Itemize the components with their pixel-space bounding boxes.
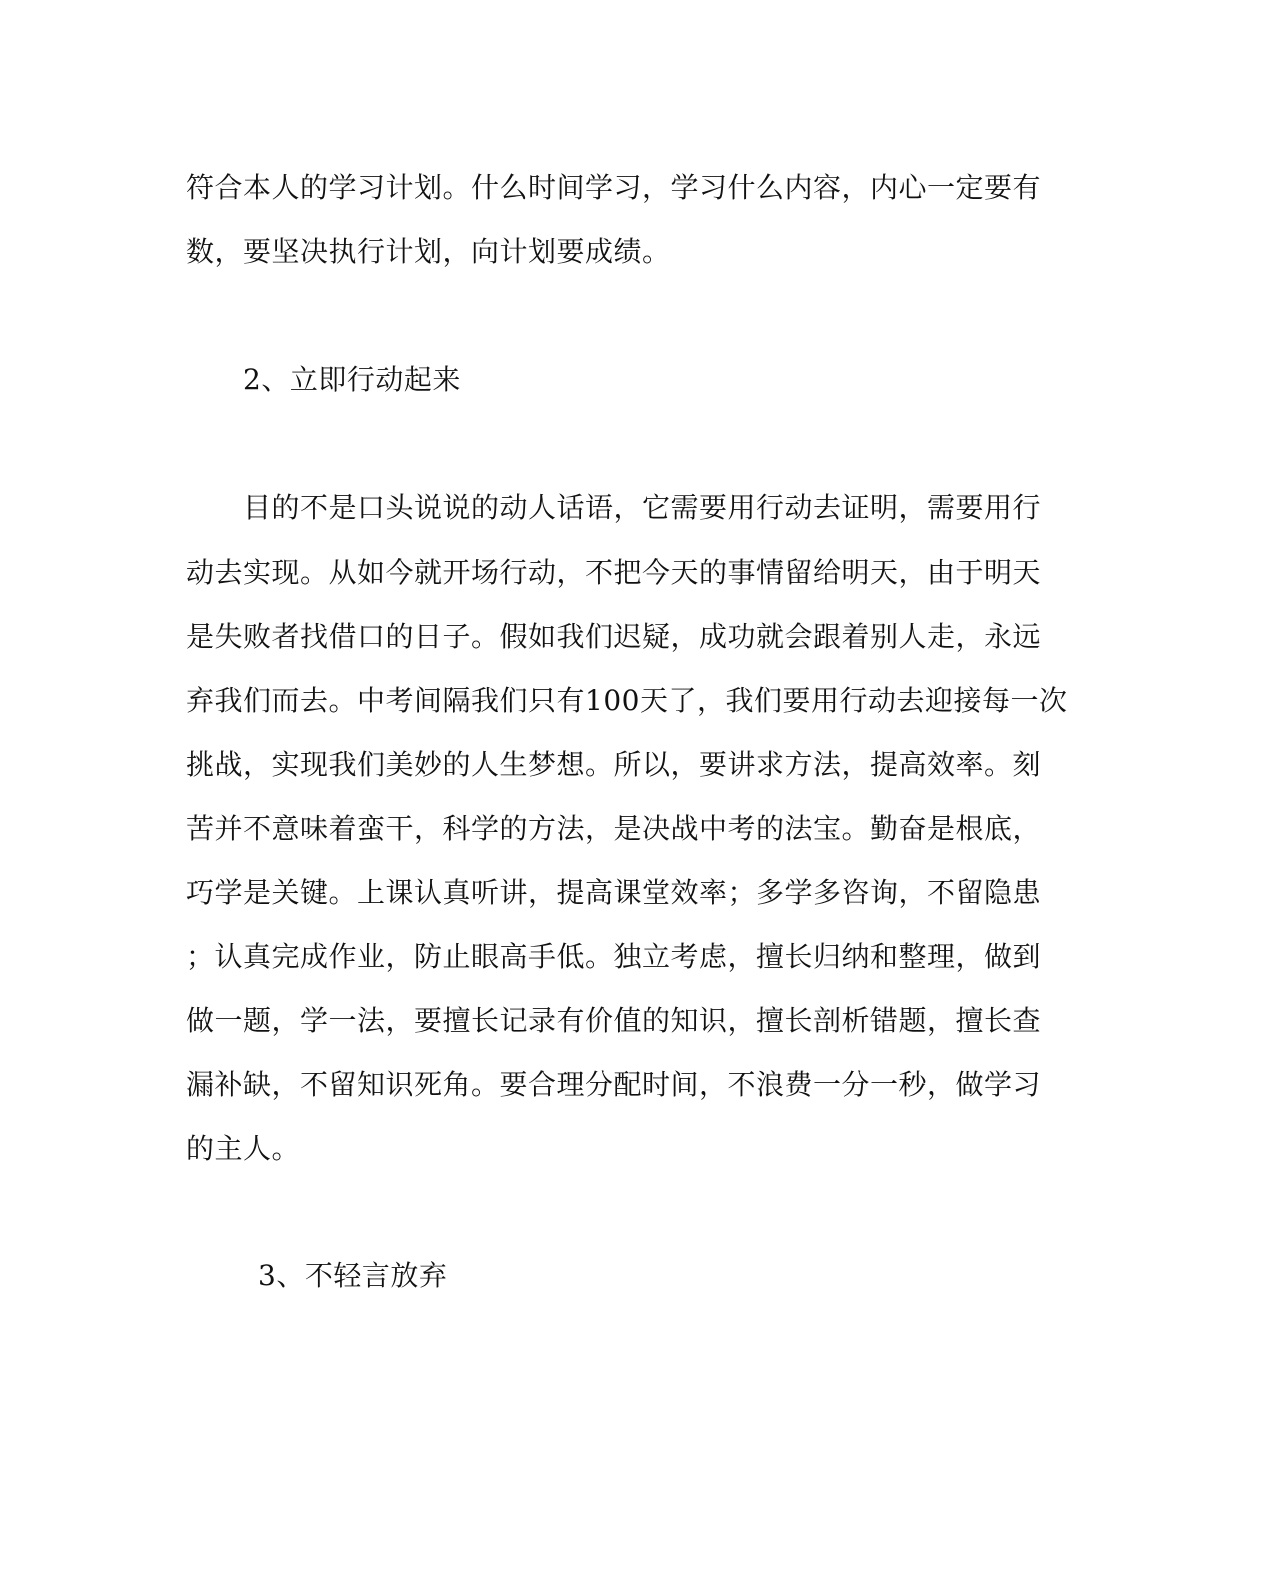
- paragraph-line: 弃我们而去。中考间隔我们只有100天了，我们要用行动去迎接每一次: [186, 684, 1068, 717]
- paragraph-line: 的主人。: [186, 1132, 301, 1165]
- paragraph-line: 巧学是关键。上课认真听讲，提高课堂效率；多学多咨询，不留隐患: [186, 876, 1042, 909]
- paragraph-line: 挑战，实现我们美妙的人生梦想。所以，要讲求方法，提高效率。刻: [186, 748, 1042, 781]
- section-heading: 3、不轻言放弃: [258, 1259, 448, 1292]
- paragraph-line: 苦并不意味着蛮干，科学的方法，是决战中考的法宝。勤奋是根底，: [186, 812, 1042, 845]
- paragraph-line: 动去实现。从如今就开场行动，不把今天的事情留给明天，由于明天: [186, 556, 1042, 589]
- paragraph-line: 漏补缺，不留知识死角。要合理分配时间，不浪费一分一秒，做学习: [186, 1068, 1042, 1101]
- paragraph-line: 符合本人的学习计划。什么时间学习，学习什么内容，内心一定要有: [186, 171, 1042, 204]
- paragraph-line: 是失败者找借口的日子。假如我们迟疑，成功就会跟着别人走，永远: [186, 620, 1042, 653]
- section-heading: 2、立即行动起来: [243, 363, 461, 396]
- paragraph-line: 做一题，学一法，要擅长记录有价值的知识，擅长剖析错题，擅长查: [186, 1004, 1042, 1037]
- paragraph-line: 目的不是口头说说的动人话语，它需要用行动去证明，需要用行: [243, 491, 1042, 524]
- paragraph-line: ；认真完成作业，防止眼高手低。独立考虑，擅长归纳和整理，做到: [186, 940, 1042, 973]
- paragraph-line: 数，要坚决执行计划，向计划要成绩。: [186, 235, 671, 268]
